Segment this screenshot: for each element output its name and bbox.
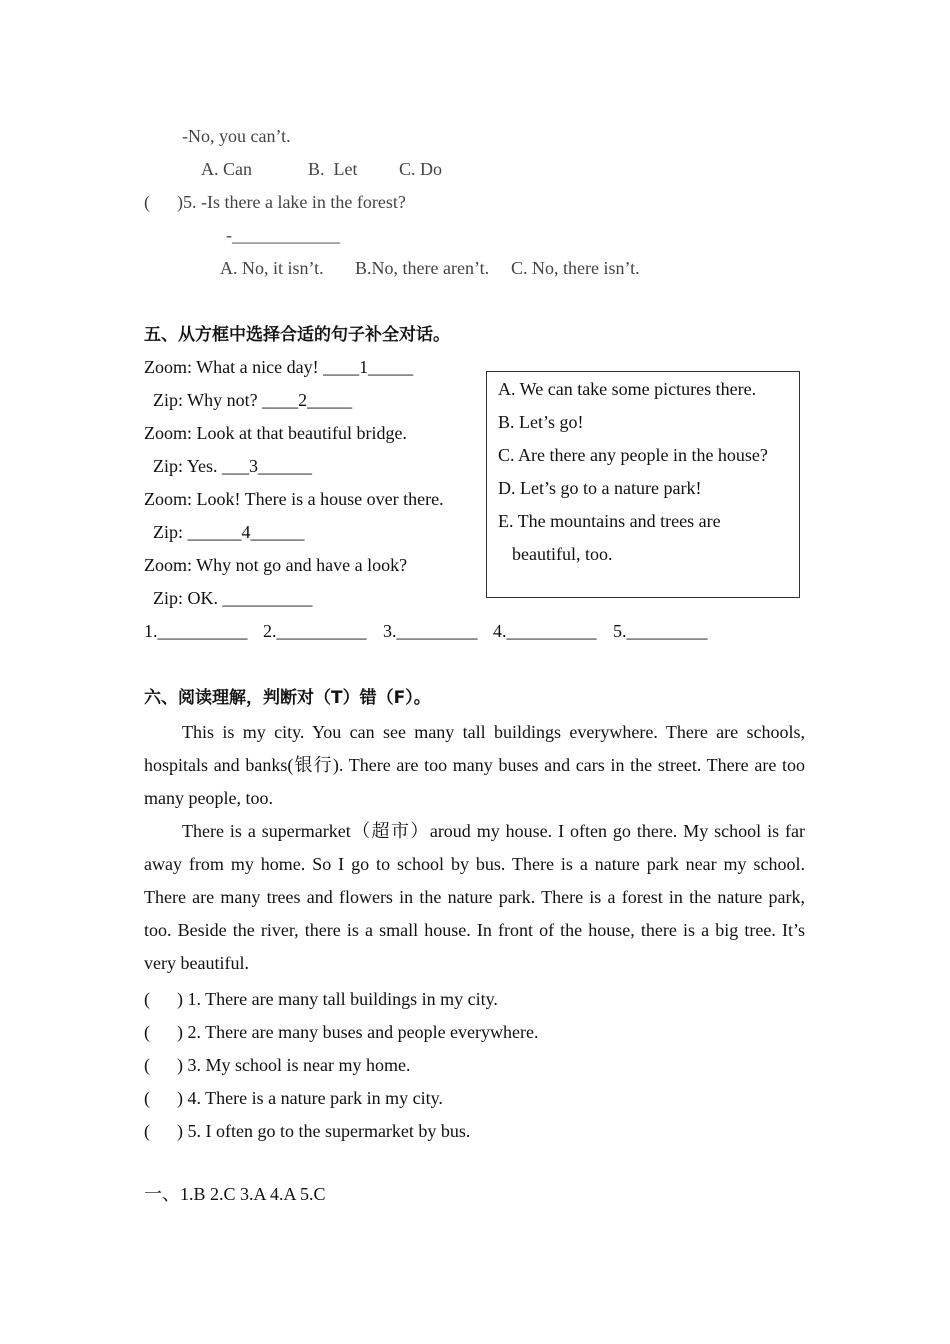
tf-question-3: ( ) 3. My school is near my home. — [144, 1055, 411, 1075]
option-d: D. Let’s go to a nature park! — [498, 478, 702, 498]
dialogue-line-1: Zoom: What a nice day! ____1_____ — [144, 357, 414, 377]
section5-title: 五、从方框中选择合适的句子补全对话。 — [144, 325, 450, 345]
option-a: A. We can take some pictures there. — [498, 379, 757, 399]
dialogue-line-2: Zip: Why not? ____2_____ — [153, 390, 353, 410]
dialogue-line-7: Zoom: Why not go and have a look? — [144, 555, 408, 575]
answer-key: 一、1.B 2.C 3.A 4.A 5.C — [144, 1184, 326, 1204]
q4-option-b: B. Let — [308, 159, 358, 179]
q5-option-c: C. No, there isn’t. — [511, 258, 640, 278]
q5-blank: -____________ — [226, 225, 340, 245]
q4-option-c: C. Do — [399, 159, 443, 179]
answer-blank-5: 5._________ — [613, 621, 708, 641]
option-e-continued: beautiful, too. — [512, 544, 613, 564]
tf-question-5: ( ) 5. I often go to the supermarket by bus. — [144, 1121, 471, 1141]
tf-question-1: ( ) 1. There are many tall buildings in my city. — [144, 989, 498, 1009]
dialogue-line-3: Zoom: Look at that beautiful bridge. — [144, 423, 407, 443]
q4-option-a: A. Can — [201, 159, 252, 179]
q5-question: ( )5. -Is there a lake in the forest? — [144, 192, 406, 212]
dialogue-line-4: Zip: Yes. ___3______ — [153, 456, 313, 476]
reading-paragraph-1: This is my city. You can see many tall buildings everywhere. There are schools, hospitals and banks(银行). There are too many buses and cars in the street. There are too many people, too. — [144, 722, 805, 808]
option-c: C. Are there any people in the house? — [498, 445, 768, 465]
q4-answer: -No, you can’t. — [182, 126, 291, 146]
answer-blank-3: 3._________ — [383, 621, 478, 641]
option-e: E. The mountains and trees are — [498, 511, 721, 531]
dialogue-line-5: Zoom: Look! There is a house over there. — [144, 489, 444, 509]
tf-question-2: ( ) 2. There are many buses and people everywhere. — [144, 1022, 539, 1042]
dialogue-line-6: Zip: ______4______ — [153, 522, 305, 542]
reading-paragraph-2: There is a supermarket（超市）aroud my house. I often go there. My school is far away from my home. So I go to school by bus. There is a nature park near my school. There are many trees and flowers in the nature park. There is a forest in the nature park, too. Beside the river, there is a small house. In front of the house, there is a big tree. It’s very beautiful. — [144, 821, 805, 973]
answer-blank-2: 2.__________ — [263, 621, 367, 641]
option-b: B. Let’s go! — [498, 412, 584, 432]
reading-passage — [144, 716, 805, 980]
answer-blank-1: 1.__________ — [144, 621, 248, 641]
tf-question-4: ( ) 4. There is a nature park in my city. — [144, 1088, 443, 1108]
q5-option-b: B.No, there aren’t. — [355, 258, 490, 278]
q5-option-a: A. No, it isn’t. — [220, 258, 324, 278]
answer-blank-4: 4.__________ — [493, 621, 597, 641]
dialogue-line-8: Zip: OK. __________ — [153, 588, 313, 608]
section6-title: 六、阅读理解，判断对（T）错（F）。 — [144, 688, 431, 708]
